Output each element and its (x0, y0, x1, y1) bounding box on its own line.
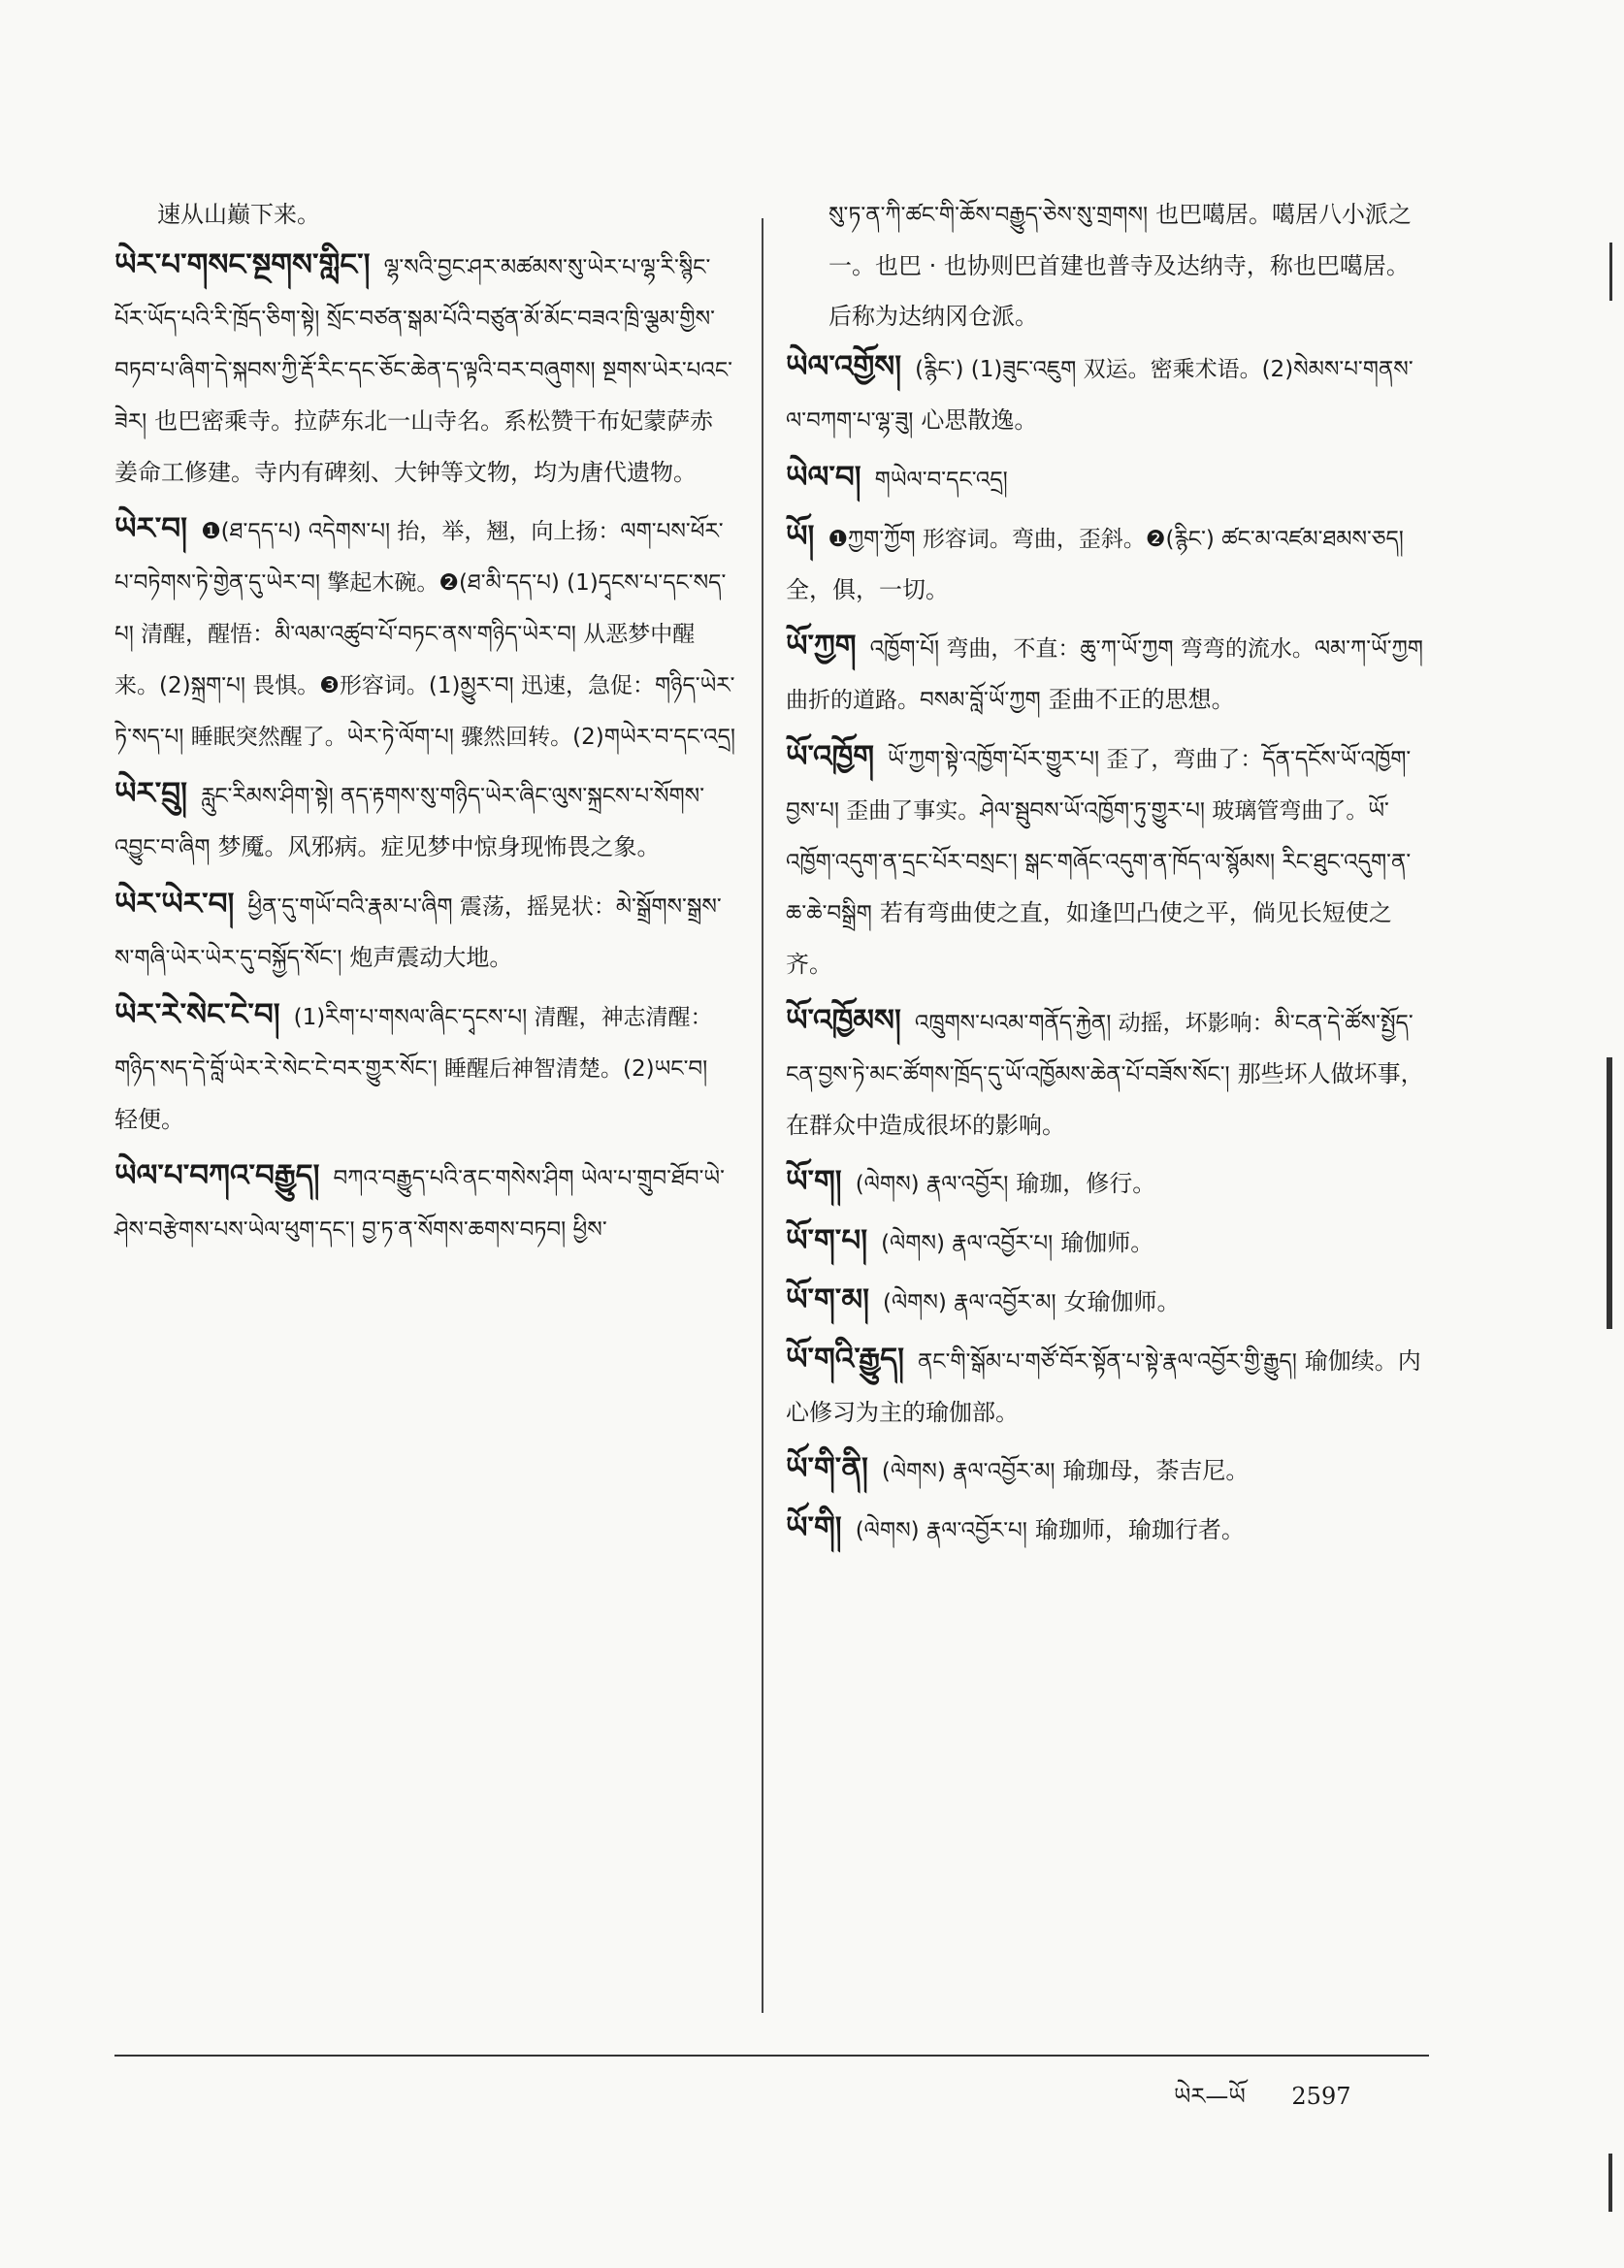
entry-chinese-definition: 瑜伽师。 (1060, 1229, 1154, 1256)
entry-tibetan-definition: གཡེལ་བ་དང་འདྲ། (874, 468, 1008, 493)
entry-headword: ཡོ་གི། (786, 1510, 842, 1545)
entry-chinese-definition: 瑜珈师，瑜珈行者。 (1034, 1516, 1245, 1543)
entry-tibetan-definition: ཡོ་ཀྱག་སྟེ་འཁྱོག་པོར་གྱུར་པ། 歪了，弯曲了：དོན་དངོས་ཡོ་འཁྱོག་བྱས་པ། 歪曲了事实。ཤེལ་སྦུབས་ཡོ་འཁྱོག་ཏུ་གྱུར་པ། 玻璃管弯曲了。ཡོ་འཁྱོག་འདུག་ན་དྲང་པོར་བསྲང་། སྒང་གཞོང་འདུག་ན་ཁོད་ལ་སྙོམས། རིང་ཐུང་འདུག་ན་ཆ་ཆེ་བསྒྲིག (786, 747, 1412, 926)
continuation-text (786, 189, 1426, 341)
entry-tibetan-definition: (ལེགས) རྣལ་འབྱོར་པ། (855, 1518, 1027, 1543)
entry-tibetan-definition: ནང་གི་སྒོམ་པ་གཙོ་བོར་སྟོན་པ་སྟེ་རྣལ་འབྱོར་གྱི་རྒྱུད། (917, 1349, 1297, 1375)
entry-chinese-definition: 歪曲不正的思想。 (1048, 686, 1235, 713)
continuation-chinese: 也巴噶居。噶居八小派之一。也巴 · 也协则巴首建也普寺及达纳寺，称也巴噶居。后称为达纳冈仓派。 (828, 201, 1413, 330)
entry-tibetan-definition: འཁྲུགས་པའམ་གནོད་རྐྱེན། 动摇，坏影响：མི་ངན་དེ་ཚོས་སྤྱོད་ངན་བྱས་ཏེ་མང་ཚོགས་ཁྲོད་དུ་ཡོ་འཁྱོམས་ཆེན་པོ་བཟོས་སོང་། (786, 1011, 1413, 1087)
dictionary-entry (114, 503, 735, 762)
entry-tibetan-definition: (ལེགས) རྣལ་འབྱོར་མ། (881, 1459, 1056, 1484)
dictionary-entry (786, 1215, 1426, 1269)
entry-headword: ཡེར་པ་གསང་སྔགས་གླིང་། (114, 247, 371, 282)
footer-rule (114, 2055, 1429, 2057)
entry-tibetan-definition: རླུང་རིམས་ཤིག་སྟེ། ནད་རྟགས་སུ་གཉིད་ཡེར་ཞིང་ལུས་སྐྲངས་པ་སོགས་འབྱུང་བ་ཞིག (114, 784, 705, 860)
dictionary-entry (786, 621, 1426, 726)
left-column (114, 189, 735, 1261)
entry-chinese-definition: 若有弯曲使之直，如逢凹凸使之平，倘见长短使之齐。 (786, 899, 1392, 978)
dictionary-entry (786, 995, 1426, 1150)
dictionary-entry (786, 452, 1426, 505)
dictionary-entry (786, 341, 1426, 446)
page-footer (1174, 2071, 1350, 2136)
entry-tibetan-definition: (རྙིང་) (1)ཟུང་འཇུག 双运。密乘术语。(2)སེམས་པ་གནས་ལ་བཀག་པ་ལྷ་ཟུ། (786, 357, 1413, 434)
entry-tibetan-definition: (ལེགས) རྣལ་འབྱོར་པ། (881, 1231, 1054, 1256)
entry-chinese-definition: 瑜珈，修行。 (1016, 1170, 1156, 1197)
page-number: 2597 (1291, 2083, 1351, 2110)
entry-tibetan-definition: ❶(ཐ་དད་པ) འདེགས་པ། 抬，举，翘，向上扬：ལག་པས་ཕོར་པ་བཏེགས་ཏེ་གྱེན་དུ་ཡེར་བ། 擎起木碗。❷(ཐ་མི་དད་པ) (1)དྭངས་པ་དང་སད་པ། 清醒，醒悟：མི་ལམ་འཚུབ་པོ་བཏང་ནས་གཉིད་ཡེར་བ། 从恶梦中醒来。(2)སྐྲག་པ། 畏惧。❸形容词。(1)མྱུར་བ། 迅速，急促：གཉིད་ཡེར་ཏེ་སད་པ། 睡眠突然醒了。ཡེར་ཏེ་ལོག་པ། 骤然回转。(2)གཡེར་བ་དང་འདྲ། (114, 519, 736, 750)
entry-tibetan-definition: (ལེགས) རྣལ་འབྱོར། (855, 1172, 1009, 1197)
entry-headword: ཡོ་ག་པ། (786, 1223, 868, 1258)
dictionary-entry (786, 1275, 1426, 1328)
continuation-text: 速从山巅下来。 (157, 201, 320, 228)
dictionary-entry (786, 1443, 1426, 1497)
dictionary-entry (786, 1334, 1426, 1438)
left-entries (114, 240, 735, 1255)
entry-tibetan-definition: ཕྱིན་དུ་གཡོ་བའི་རྣམ་པ་ཞིག 震荡，摇晃状：མེ་སྒྲོགས་སྒྲས་ས་གཞི་ཡེར་ཡེར་དུ་བསྐྱོད་སོང་། (114, 894, 722, 971)
right-column (786, 189, 1426, 1562)
entry-headword: ཡོ་ག། (786, 1164, 842, 1199)
dictionary-entry (786, 731, 1426, 989)
entry-chinese-definition: 梦魇。风邪病。症见梦中惊身现怖畏之象。 (217, 833, 661, 860)
page-range: ཡེར—ཡོ (1174, 2083, 1246, 2110)
dictionary-entry (114, 989, 735, 1145)
entry-headword: ཡོ་འཁྱོག (786, 739, 875, 774)
dictionary-entry (786, 1503, 1426, 1556)
entry-headword: ཡོ་ག་མ། (786, 1282, 869, 1317)
continuation-tibetan: སུ་ཏ་ན་ཀི་ཚང་གི་ཆོས་བརྒྱུད་ཅེས་སུ་གྲགས། (828, 203, 1149, 228)
entry-tibetan-definition: ❶ཀྱག་ཀྱོག 形容词。弯曲，歪斜。❷(རྙིང་) ཚང་མ་འཛམ་ཐམས་ཅད། (828, 527, 1404, 552)
entry-headword: ཡོ་འཁྱོམས། (786, 1003, 901, 1038)
entry-chinese-definition: 那些坏人做坏事，在群众中造成很坏的影响。 (786, 1060, 1424, 1139)
entry-chinese-definition: 瑜伽续。内心修习为主的瑜伽部。 (786, 1347, 1421, 1426)
entry-headword: ཡེར་རེ་སེང་ངེ་བ། (114, 997, 280, 1032)
entry-chinese-definition: 女瑜伽师。 (1063, 1288, 1181, 1315)
dictionary-entry (786, 511, 1426, 615)
entry-tibetan-definition: (1)རིག་པ་གསལ་ཞིང་དྭངས་པ། 清醒，神志清醒：གཉིད་སད་དེ་བློ་ཡེར་རེ་སེང་ངེ་བར་གྱུར་སོང་། 睡醒后神智清楚。(2)ཡང་བ། (114, 1005, 713, 1082)
entry-tibetan-definition: བཀའ་བརྒྱུད་པའི་ནང་གསེས་ཤིག ཡེལ་པ་གྲུབ་ཐོབ་ཡེ་ཤེས་བརྩེགས་པས་ཡེལ་ཕུག་དང་། བྱ་ཏ་ན་སོགས་ཆགས་བཏབ། ཕྱིས་ (114, 1166, 725, 1243)
entry-chinese-definition: 也巴密乘寺。拉萨东北一山寺名。系松赞干布妃蒙萨赤姜命工修建。寺内有碑刻、大钟等文物，均为唐代遗物。 (114, 407, 714, 486)
entry-headword: ཡེལ་འགྱོས། (786, 349, 902, 384)
entry-headword: ཡེལ་བ། (786, 460, 861, 495)
dictionary-entry (114, 879, 735, 984)
entry-headword: ཡེལ་པ་བཀའ་བརྒྱུད། (114, 1158, 320, 1193)
entry-chinese-definition: 炮声震动大地。 (349, 944, 513, 971)
entry-headword: ཡེར་ཡེར་བ། (114, 887, 235, 922)
entry-headword: ཡེར་བ། (114, 511, 188, 546)
entry-tibetan-definition: ལྷ་སའི་བྱང་ཤར་མཚམས་སུ་ཡེར་པ་ལྷ་རི་སྙིང་པོར་ཡོད་པའི་རི་ཁྲོད་ཅིག་སྟེ། སྲོང་བཙན་སྒམ་པོའི་བཙུན་མོ་མོང་བཟའ་ཁྲི་ལྕམ་གྱིས་བཏབ་པ་ཞིག་དེ་སྐབས་ཀྱི་རྡོ་རིང་དང་ཅོང་ཆེན་ད་ལྟའི་བར་བཞུགས། སྔགས་ཡེར་པའང་ཟེར། (114, 255, 732, 435)
entry-chinese-definition: 心思散逸。 (921, 406, 1038, 434)
dictionary-entry (114, 240, 735, 498)
scan-margin-marks (1599, 39, 1612, 2221)
dictionary-entry (114, 768, 735, 873)
entry-chinese-definition: 全，俱，一切。 (786, 576, 949, 603)
dictionary-entry (786, 1156, 1426, 1210)
entry-tibetan-definition: (ལེགས) རྣལ་འབྱོར་མ། (882, 1290, 1056, 1315)
entry-headword: ཡོ། (786, 519, 815, 554)
dictionary-entry (114, 1150, 735, 1255)
entry-headword: ཡོ་གི་ནི། (786, 1451, 868, 1486)
entry-chinese-definition: 轻便。 (114, 1106, 184, 1133)
column-divider (762, 218, 763, 2013)
entry-headword: ཡོ་གའི་རྒྱུད། (786, 1342, 904, 1377)
right-entries (786, 341, 1426, 1556)
entry-chinese-definition: 瑜珈母，荼吉尼。 (1062, 1457, 1250, 1484)
entry-tibetan-definition: འཁྱོག་པོ། 弯曲，不直：ཆུ་ཀ་ཡོ་ཀྱག 弯弯的流水。ལམ་ཀ་ཡོ་ཀྱག 曲折的道路。བསམ་བློ་ཡོ་ཀྱག (786, 636, 1423, 713)
entry-headword: ཡེར་བྲུ། (114, 776, 188, 811)
entry-headword: ཡོ་ཀྱག (786, 629, 857, 664)
